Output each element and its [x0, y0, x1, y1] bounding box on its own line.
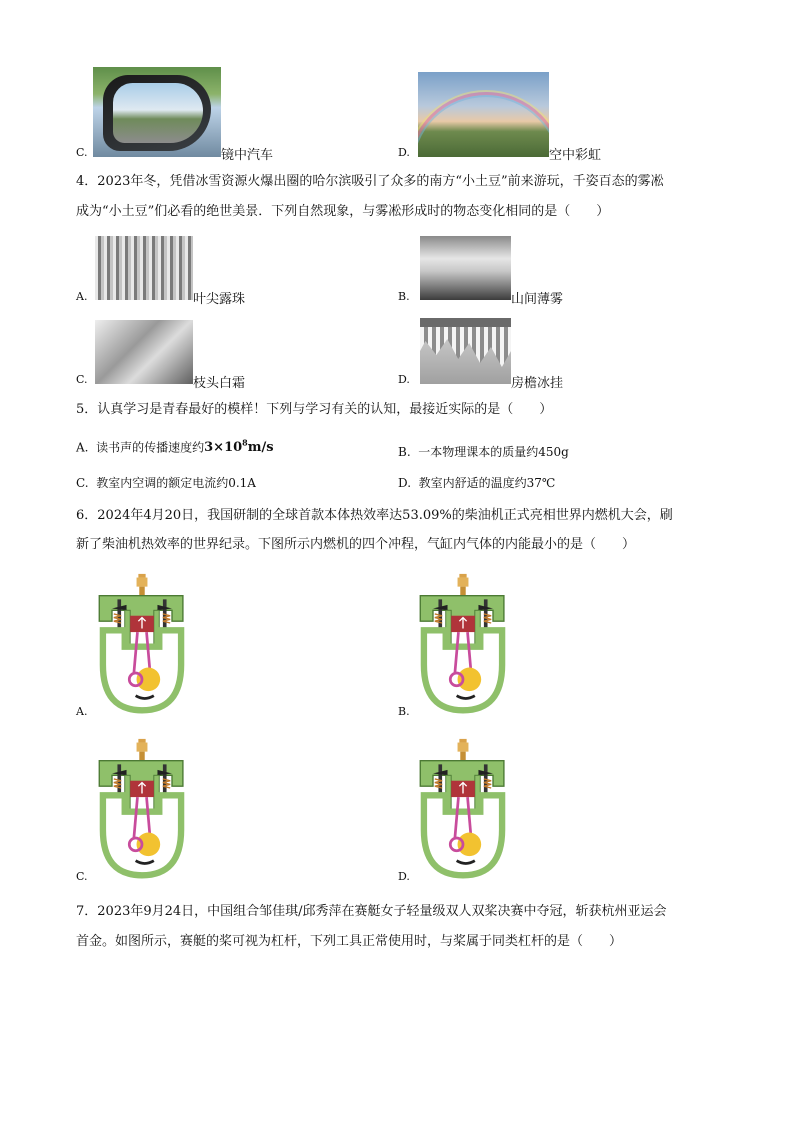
q4-option-a-caption: 叶尖露珠 — [193, 292, 246, 307]
q5-option-c — [76, 474, 256, 491]
q4-option-c-caption: 枝头白霜 — [193, 376, 246, 391]
engine-diagram-d — [413, 733, 513, 883]
q5-option-d-text: 教室内舒适的温度约37℃ — [418, 476, 556, 490]
q5-option-a-formula-base: 3×10 — [204, 440, 243, 456]
q4-option-c-letter: C. — [76, 373, 88, 386]
engine-diagram-a — [92, 568, 192, 718]
mountain-mist-photo — [420, 236, 511, 300]
q6-option-c-letter: C. — [76, 870, 88, 883]
q6-option-d-letter: D. — [398, 870, 410, 883]
q4-option-d-letter: D. — [398, 373, 410, 386]
q6-stem-line1: 6．2024年4月20日，我国研制的全球首款本体热效率达53.09%的柴油机正式亮相世界内燃机大会，刷 — [76, 508, 673, 523]
q5-option-c-letter: C. — [76, 476, 89, 490]
q5-option-b-text: 一本物理课本的质量约450g — [418, 445, 569, 459]
q5-option-a-formula-unit: m/s — [247, 440, 274, 456]
q4-option-a-letter: A. — [76, 290, 88, 303]
q7-stem-line2: 首金。如图所示，赛艇的桨可视为杠杆，下列工具正常使用时，与桨属于同类杠杆的是（ ） — [76, 934, 623, 949]
leaf-dew-photo — [95, 236, 193, 300]
icicle-photo — [420, 318, 511, 384]
q5-option-a — [76, 438, 274, 455]
q3-option-c-letter: C. — [76, 146, 88, 159]
q4-option-b-caption: 山间薄雾 — [511, 292, 564, 307]
q5-option-b-letter: B. — [398, 445, 411, 459]
q5-option-a-text: 读书声的传播速度约 — [96, 440, 205, 455]
car-mirror-photo — [93, 67, 221, 157]
branch-frost-photo — [95, 320, 193, 384]
engine-diagram-b — [413, 568, 513, 718]
q5-option-b — [398, 443, 569, 460]
q6-stem-line2: 新了柴油机热效率的世界纪录。下图所示内燃机的四个冲程，气缸内气体的内能最小的是（ ） — [76, 537, 636, 552]
q5-option-a-letter: A. — [76, 440, 89, 455]
q3-option-d-letter: D. — [398, 146, 410, 159]
q3-option-d-caption: 空中彩虹 — [549, 148, 602, 163]
q4-option-b-letter: B. — [398, 290, 410, 303]
q5-option-c-text: 教室内空调的额定电流约0.1A — [96, 476, 256, 490]
q5-option-a-formula-exp: 8 — [242, 438, 248, 448]
q4-stem-line2: 成为“小土豆”们必看的绝世美景．下列自然现象，与雾凇形成时的物态变化相同的是（ ） — [76, 204, 610, 219]
q5-stem: 5．认真学习是青春最好的模样！下列与学习有关的认知，最接近实际的是（ ） — [76, 402, 553, 417]
engine-diagram-c — [92, 733, 192, 883]
q5-option-d-letter: D. — [398, 476, 412, 490]
q3-option-c-caption: 镜中汽车 — [221, 148, 274, 163]
q6-option-a-letter: A. — [76, 705, 88, 718]
rainbow-photo — [418, 72, 549, 157]
q4-option-d-caption: 房檐冰挂 — [511, 376, 564, 391]
q6-option-b-letter: B. — [398, 705, 410, 718]
q7-stem-line1: 7．2023年9月24日，中国组合邹佳琪/邱秀萍在赛艇女子轻量级双人双桨决赛中夺冠，斩获杭州亚运会 — [76, 904, 667, 919]
q4-stem-line1: 4．2023年冬，凭借冰雪资源火爆出圈的哈尔滨吸引了众多的南方“小土豆”前来游玩，千姿百态的雾凇 — [76, 174, 664, 189]
q5-option-d — [398, 474, 555, 491]
